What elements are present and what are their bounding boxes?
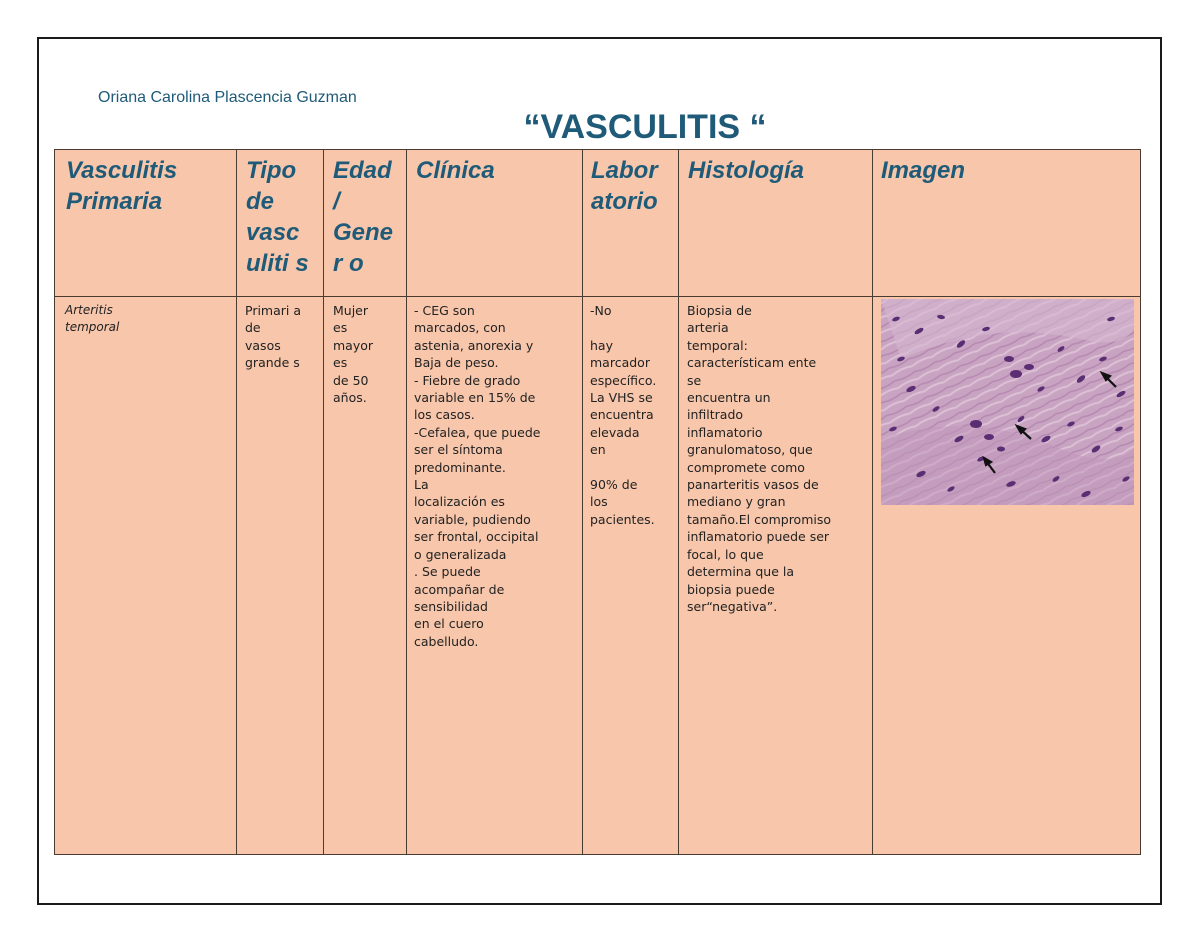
header-histologia: Histología [688, 157, 805, 184]
author-name: Oriana Carolina Plascencia Guzman [98, 89, 357, 106]
column-divider [323, 150, 324, 854]
header-imagen: Imagen [881, 157, 966, 184]
cell-tipo: Primari a de vasos grande s [245, 303, 302, 371]
header-divider [55, 296, 1140, 297]
cell-clinica: - CEG son marcados, con astenia, anorexia y Baja de peso. - Fiebre de grado variable en 15% de los casos. -Cefalea, que puede ser el síntoma predominante. La localización es variable, pudiendo ser frontal, occipital o generalizada . Se puede acompañar de sensibilidad en el cuero cabelludo. [414, 303, 541, 649]
column-divider [582, 150, 583, 854]
header-tipo: Tipo de vasc uliti s [246, 157, 309, 277]
column-divider [236, 150, 237, 854]
cell-histologia: Biopsia de arteria temporal: característicam ente se encuentra un infiltrado inflamatorio granulomatoso, que compromete como panarteritis vasos de mediano y gran tamaño.El compromiso inflamatorio puede ser focal, lo que determina que la biopsia puede ser“negativa”. [687, 303, 832, 614]
cell-vasculitis: Arteritis temporal [65, 303, 120, 335]
header-vasculitis-primaria: Vasculitis Primaria [66, 157, 178, 215]
vasculitis-table [54, 149, 1141, 855]
header-laboratorio: Labor atorio [591, 157, 658, 215]
column-divider [678, 150, 679, 854]
histology-image [881, 299, 1134, 505]
column-divider [406, 150, 407, 854]
column-divider [872, 150, 873, 854]
header-edad-genero: Edad / Gene r o [333, 157, 394, 277]
header-clinica: Clínica [416, 157, 495, 184]
cell-edad-genero: Mujer es mayor es de 50 años. [333, 303, 374, 406]
page-title: “VASCULITIS “ [523, 108, 767, 146]
cell-laboratorio: -No hay marcador específico. La VHS se encuentra elevada en 90% de los pacientes. [590, 303, 657, 527]
